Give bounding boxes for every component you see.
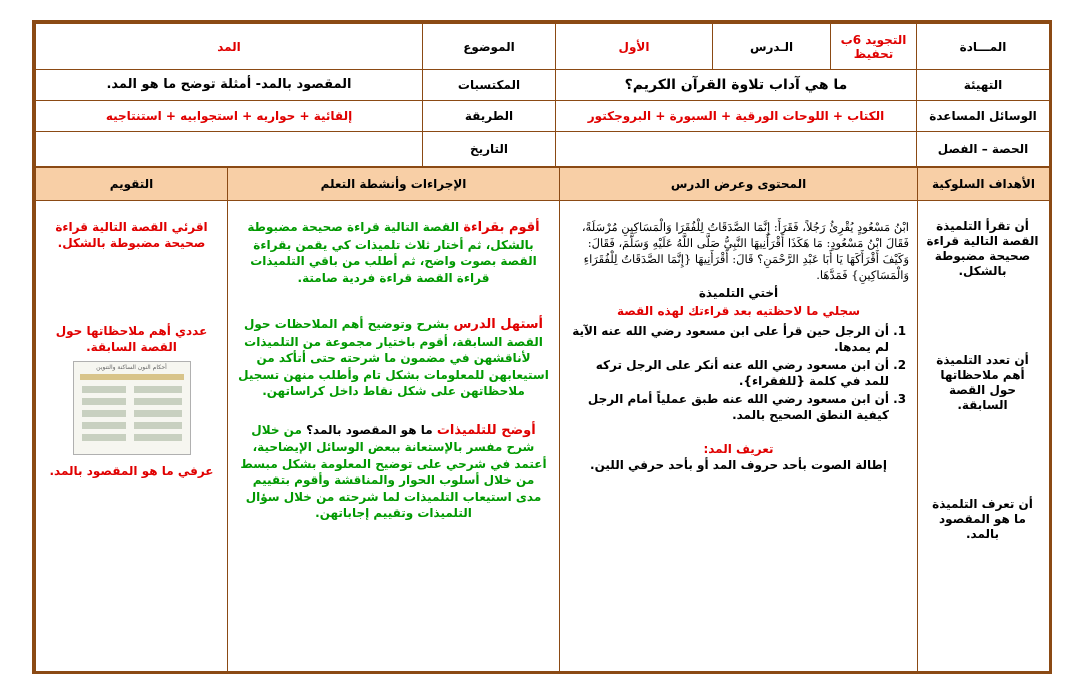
objective-1: أن تقرأ التلميذة القصة التالية قراءة صحيحة مضبوطة بالشكل.: [926, 219, 1039, 278]
rules-table-thumbnail: [73, 361, 191, 455]
thumbnail-cell: [82, 398, 126, 405]
definition-title: تعريف المد:: [703, 442, 774, 456]
gains-value: المقصود بالمد- أمثلة توضح ما هو المد.: [36, 70, 423, 101]
note-item-3: 3. أن ابن مسعود رضي الله عنه طبق عملياً أمام الرجل كيفية النطق الصحيح بالمد.: [568, 391, 889, 423]
subject-value: التجويد 6ب تحفيظ: [831, 24, 917, 70]
assessment-2: عددي أهم ملاحظاتها حول القصة السابقة.: [55, 324, 208, 354]
method-value: إلقائية + حواريه + استجوابيه + استنتاجيه: [36, 101, 423, 132]
method-label: الطريقة: [423, 101, 556, 132]
objectives-header: الأهداف السلوكية: [918, 168, 1050, 201]
note-item-1: 1. أن الرجل حين قرأ على ابن مسعود رضي الله عنه الآية لم يمدها.: [568, 323, 889, 355]
thumbnail-title: أحكام النون الساكنة والتنوين: [96, 364, 167, 371]
intro-label: التهيئة: [917, 70, 1050, 101]
row-subject: [36, 24, 1050, 70]
sister-label: أختي التلميذة: [698, 286, 779, 300]
task-title: سجلي ما لاحظتيه بعد قراءتك لهذه القصة: [616, 304, 861, 318]
assessment-cell: [36, 201, 228, 675]
thumbnail-header-bar: [80, 374, 184, 380]
procedure-3: [238, 422, 549, 522]
aids-label: الوسائل المساعدة: [917, 101, 1050, 132]
lesson-body-table: [35, 167, 1050, 674]
thumbnail-cell: [134, 434, 182, 441]
content-cell: [560, 201, 918, 675]
row-intro: [36, 70, 1050, 101]
thumbnail-cell: [134, 410, 182, 417]
lesson-label: الـدرس: [713, 24, 831, 70]
topic-value: المد: [36, 24, 423, 70]
assessment-1: اقرئي القصة التالية قراءة صحيحة مضبوطة بالشكل.: [55, 220, 208, 250]
objective-3: أن تعرف التلميذة ما هو المقصود بالمد.: [932, 497, 1033, 541]
lesson-plan-table: [35, 23, 1050, 167]
thumbnail-cell: [134, 386, 182, 393]
note-item-2: 2. أن ابن مسعود رضي الله عنه أنكر على الرجل تركه للمد في كلمة {للفقراء}.: [568, 357, 889, 389]
topic-label: الموضوع: [423, 24, 556, 70]
procedure-3-lead: أوضح للتلميذات: [436, 422, 536, 438]
procedure-3-text: من خلال شرح مفسر بالإستعانة ببعض الوسائل الإيضاحية، أعتمد في شرحي على توضيح المعلومة بشكل مبسط من خلال أسلوب الحوار والمناقشة وأقوم بتقييم مدى استيعاب التلميذات لما شرحته من خلال سؤال التلميذات وتقييم إجاباتهن.: [240, 422, 547, 520]
row-aids: [36, 101, 1050, 132]
procedures-cell: [228, 201, 560, 675]
thumbnail-cell: [82, 386, 126, 393]
lesson-plan-frame: [32, 20, 1052, 674]
thumbnail-cell: [134, 422, 182, 429]
objective-2: أن تعدد التلميذة أهم ملاحظاتها حول القصة السابقة.: [936, 353, 1029, 412]
quran-story: ابْنُ مَسْعُودٍ يُقْرِئُ رَجُلاً، فَقَرَأَ: إِنَّمَا الصَّدَقَاتُ لِلْفُقَرَا وَالْمَسَاكِينِ مُرْسَلَةً، فَقَالَ ابْنُ مَسْعُودٍ: مَا هَكَذَا أَقْرَأَنِيهَا النَّبِيُّ صَلَّى اللَّهُ عَلَيْهِ وَسَلَّمَ، فَقَالَ: وَكَيْفَ أَقْرَأَكَهَا يَا أَبَا عَبْدِ الرَّحْمَنِ؟ قَالَ: أَقْرَأَنِيهَا {إِنَّمَا الصَّدَقَاتُ لِلْفُقَرَاءِ وَالْمَسَاكِينِ} فَمَدَّهَا.: [581, 220, 909, 282]
thumbnail-cell: [82, 434, 126, 441]
procedure-1: [238, 219, 549, 286]
aids-value: الكتاب + اللوحات الورقية + السبورة + البروجكتور: [556, 101, 917, 132]
date-label: التاريخ: [423, 132, 556, 167]
row-column-headers: [36, 168, 1050, 201]
date-value: [36, 132, 423, 167]
thumbnail-cell: [134, 398, 182, 405]
procedure-2: [238, 316, 549, 400]
row-period: [36, 132, 1050, 167]
content-header: المحتوى وعرض الدرس: [560, 168, 918, 201]
notes-list: [568, 323, 909, 423]
lesson-value: الأول: [556, 24, 713, 70]
assessment-header: التقويم: [36, 168, 228, 201]
objectives-cell: [918, 201, 1050, 675]
period-value: [556, 132, 917, 167]
procedure-3-question: ما هو المقصود بالمد؟: [306, 422, 433, 437]
procedure-1-lead: أقوم بقراءة: [463, 220, 540, 235]
assessment-3: عرفي ما هو المقصود بالمد.: [49, 464, 214, 478]
procedure-2-text: بشرح وتوضيح أهم الملاحظات حول القصة السابقة، أقوم باختيار مجموعة من التلميذات لأناقشهن في مضمون ما شرحته حتى أتأكد من استيعابهن للمعلومات بشكل تام وأطلب منهن تسجيل ملاحظاتهن على شكل نقاط داخل كراساتهن.: [238, 317, 549, 398]
row-lesson-body: [36, 201, 1050, 675]
subject-label: المـــادة: [917, 24, 1050, 70]
period-label: الحصة – الفصل: [917, 132, 1050, 167]
gains-label: المكتسبات: [423, 70, 556, 101]
thumbnail-cell: [82, 410, 126, 417]
procedure-2-lead: أستهل الدرس: [453, 317, 543, 332]
procedure-1-text: القصة التالية قراءة صحيحة مضبوطة بالشكل، ثم أختار ثلاث تلميذات كي يقمن بقراءة القصة بصوت واضح، ثم أطلب من باقي التلميذات قراءة القصة قراءة فردية صامتة.: [247, 220, 537, 285]
thumbnail-cell: [82, 422, 126, 429]
definition-text: إطالة الصوت بأحد حروف المد أو بأحد حرفي اللين.: [590, 458, 887, 472]
procedures-header: الإجراءات وأنشطة التعلم: [228, 168, 560, 201]
intro-value: ما هي آداب تلاوة القرآن الكريم؟: [556, 70, 917, 101]
